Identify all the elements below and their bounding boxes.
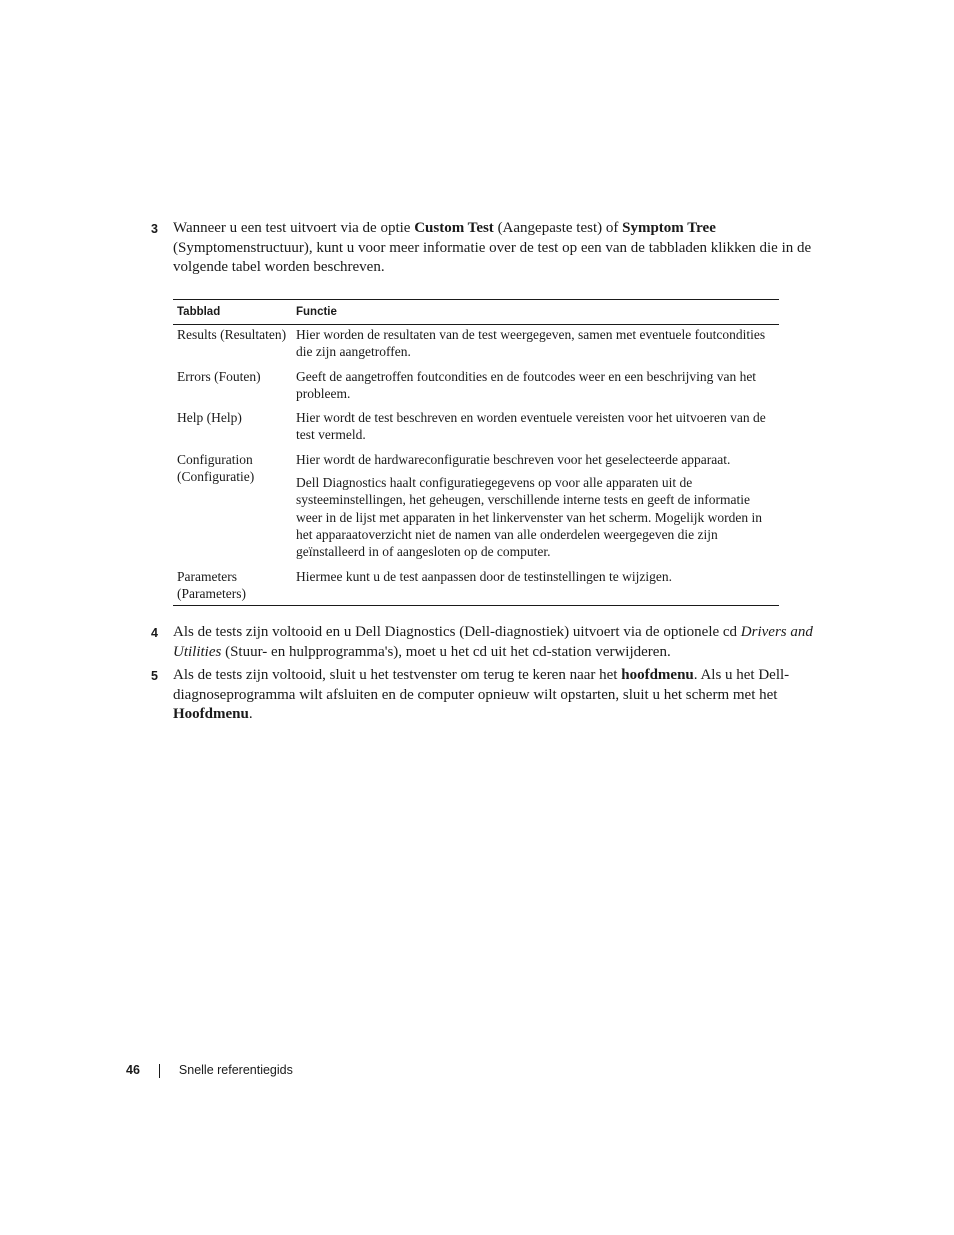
- step-4: [151, 623, 818, 662]
- step-text: Als de tests zijn voltooid, sluit u het testvenster om terug te keren naar het: [173, 667, 622, 683]
- tab-function: [296, 368, 779, 403]
- tab-name: Parameters (Parameters): [177, 568, 246, 601]
- table-row: [173, 368, 779, 403]
- step-number: 3: [151, 222, 158, 236]
- function-text: Dell Diagnostics haalt configuratiegegevens op voor alle apparaten uit de systeeminstellingen, het geheugen, verschillende interne tests en geeft de informatie weer in de lijst met apparaten in het linkervenster van het scherm. Mogelijk worden in het apparaatoverzicht niet de namen van alle onderdelen weergegeven die zijn geïnstalleerd in of aangesloten op de computer.: [296, 475, 762, 560]
- table-row: [173, 326, 779, 361]
- table-row: [173, 568, 779, 603]
- table-row: [173, 451, 779, 561]
- step-text: Wanneer u een test uitvoert via de optie: [173, 220, 415, 236]
- function-text: Hier wordt de test beschreven en worden eventuele vereisten voor het uitvoeren van de test vermeld.: [296, 410, 766, 443]
- column-header: Tabblad: [177, 306, 221, 318]
- step-text: (Aangepaste test) of: [493, 220, 623, 236]
- table-body: [173, 325, 779, 605]
- page-number: 46: [126, 1063, 140, 1077]
- step-text: (Stuur- en hulpprogramma's), moet u het cd uit het cd-station verwijderen.: [221, 643, 671, 660]
- function-text: Hiermee kunt u de test aanpassen door de testinstellingen te wijzigen.: [296, 568, 673, 584]
- document-title: Snelle referentiegids: [178, 1063, 293, 1077]
- step-number: 4: [151, 626, 158, 640]
- tab-name: Configuration (Configuratie): [177, 451, 255, 485]
- table-header: [173, 300, 779, 325]
- table-row: [173, 409, 779, 444]
- menu-name: Hoofdmenu: [173, 706, 249, 722]
- footer-divider: [159, 1064, 160, 1078]
- step-3: [151, 219, 818, 278]
- tab-name: Results (Resultaten): [177, 327, 287, 342]
- step-text: Als de tests zijn voltooid en u Dell Diagnostics (Dell-diagnostiek) uitvoert via de optionele cd: [173, 624, 741, 640]
- function-text: Geeft de aangetroffen foutcondities en de foutcodes weer en een beschrijving van het probleem.: [296, 368, 757, 401]
- cd-name: Drivers and Utilities: [173, 624, 813, 660]
- step-number: 5: [151, 669, 158, 683]
- column-header: Functie: [296, 306, 337, 318]
- tab-name: Help (Help): [177, 410, 242, 426]
- menu-name: hoofdmenu: [621, 667, 694, 683]
- tab-function: [296, 409, 779, 444]
- option-name: Symptom Tree: [622, 220, 716, 236]
- page-footer: [126, 1062, 293, 1078]
- step-5: [151, 666, 818, 725]
- function-text: Hier worden de resultaten van de test weergegeven, samen met eventuele foutcondities die zijn aangetroffen.: [296, 327, 766, 360]
- step-text: (Symptomenstructuur), kunt u voor meer informatie over de test op een van de tabbladen klikken die in de volgende tabel worden beschreven.: [173, 239, 812, 275]
- tab-function: [296, 451, 779, 561]
- function-text: Hier wordt de hardwareconfiguratie beschreven voor het geselecteerde apparaat.: [296, 451, 731, 467]
- tab-function: [296, 568, 779, 603]
- tab-description-table: [173, 299, 779, 606]
- step-text: . Als u het Dell-diagnoseprogramma wilt afsluiten en de computer opnieuw wilt opstarten, sluit u het scherm met het: [173, 667, 790, 703]
- option-name: Custom Test: [414, 220, 494, 236]
- tab-name: Errors (Fouten): [177, 368, 261, 384]
- step-text: .: [248, 706, 253, 722]
- tab-function: [296, 326, 779, 361]
